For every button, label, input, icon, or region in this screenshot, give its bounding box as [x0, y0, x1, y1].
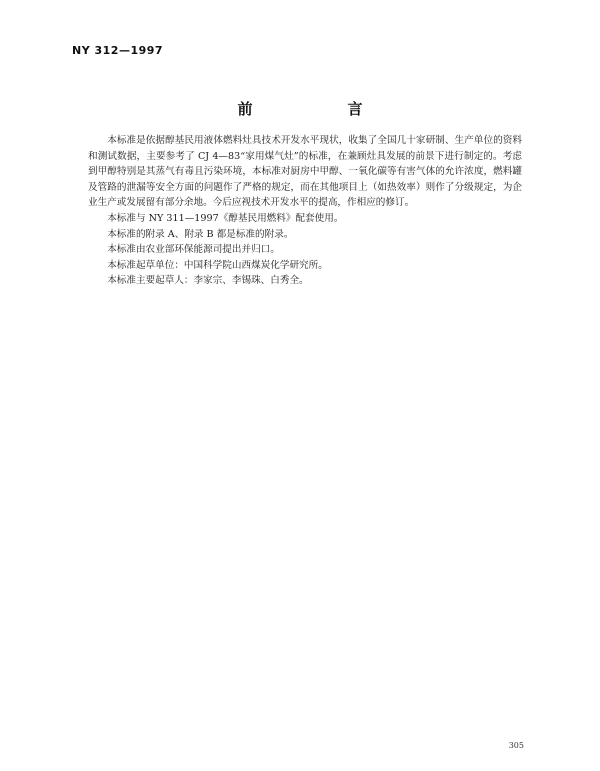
foreword-body: [88, 133, 522, 289]
paragraph-drafting-unit: 本标准起草单位：中国科学院山西煤炭化学研究所。: [107, 259, 328, 271]
paragraph-proposed-by: 本标准由农业部环保能源司提出并归口。: [107, 244, 280, 256]
page-title: 前 言: [237, 100, 403, 118]
paragraph-scope: 本标准是依据醇基民用液体燃料灶具技术开发水平现状，收集了全国几十家研制、生产单位的资料和测试数据，主要参考了 CJ 4—83“家用煤气灶”的标准，在兼顾灶具发展的前景下进行制定的。考虑到甲醇特别是其蒸气有毒且污染环境，本标准对厨房中甲醇、一氧化碳等有害气体的允许浓度，燃料罐及管路的泄漏等安全方面的问题作了严格的规定，而在其他项目上（如热效率）则作了分级规定，为企业生产或发展留有部分余地。今后应视技术开发水平的提高，作相应的修订。: [88, 135, 522, 209]
paragraph-drafters: 本标准主要起草人：李家宗、李锡珠、白秀全。: [107, 275, 309, 287]
paragraph-appendices: 本标准的附录 A、附录 B 都是标准的附录。: [107, 228, 294, 240]
paragraph-companion-standard: 本标准与 NY 311—1997《醇基民用燃料》配套使用。: [107, 212, 344, 224]
page-number: 305: [508, 741, 524, 750]
standard-number: NY 312—1997: [72, 44, 164, 57]
